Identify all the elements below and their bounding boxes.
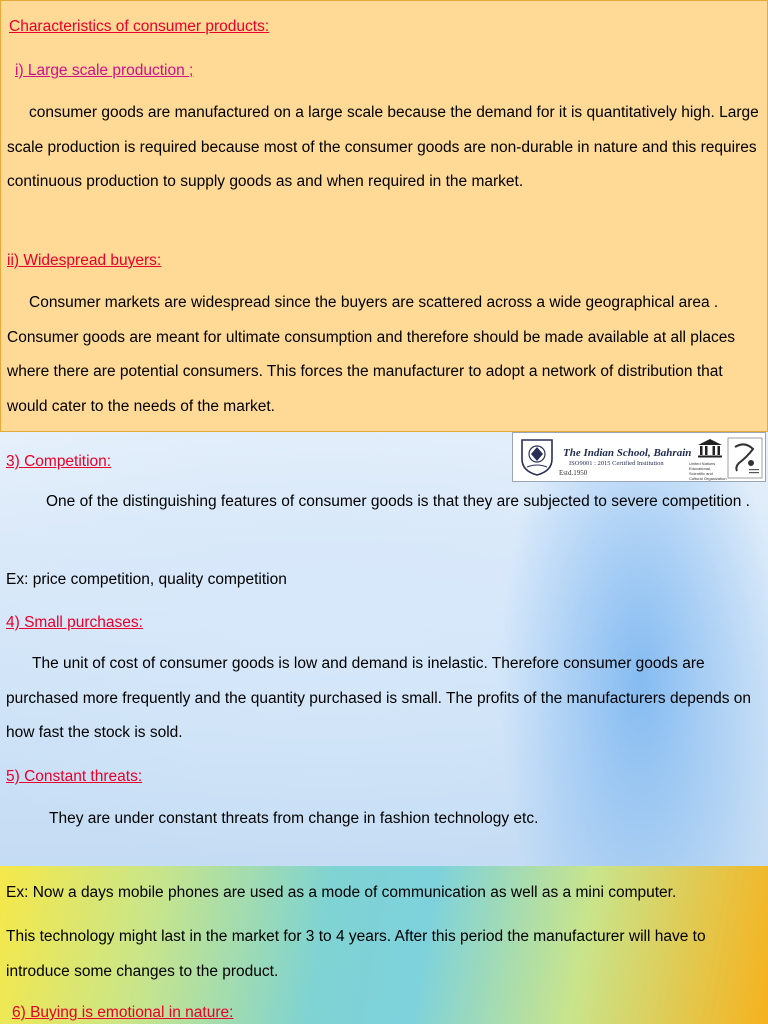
- school-name: The Indian School, Bahrain: [563, 447, 692, 459]
- paragraph-large-scale-production: consumer goods are manufactured on a large scale because the demand for it is quantitatively high. Large scale production is required because most of the consumer goods are non-durable in nature and this requires continuous production to supply goods as and when required in the market.: [7, 104, 759, 190]
- example-competition: Ex: price competition, quality competition: [6, 571, 287, 588]
- heading-constant-threats: 5) Constant threats:: [6, 768, 143, 785]
- paragraph-technology-lifespan: This technology might last in the market for 3 to 4 years. After this period the manufacturer will have to introduce some changes to the product.: [6, 928, 706, 980]
- slide-3: [0, 866, 768, 1024]
- iso-certification: ISO9001 : 2015 Certified Institution: [569, 460, 664, 467]
- heading-small-purchases: 4) Small purchases:: [6, 614, 143, 631]
- slide-2: [0, 432, 768, 866]
- example-mobile-phones: Ex: Now a days mobile phones are used as a mode of communication as well as a mini computer.: [6, 884, 677, 901]
- paragraph-competition: One of the distinguishing features of consumer goods is that they are subjected to severe competition .: [46, 493, 750, 510]
- unesco-caption: United Nations Educational, Scientific and Cultural Organization: [689, 461, 727, 481]
- slide-title: Characteristics of consumer products:: [9, 18, 270, 35]
- unesco-temple-icon: [697, 438, 723, 458]
- associated-schools-icon: [727, 437, 763, 479]
- paragraph-constant-threats: They are under constant threats from change in fashion technology etc.: [49, 810, 539, 827]
- paragraph-widespread-buyers: Consumer markets are widespread since the buyers are scattered across a wide geographical area . Consumer goods are meant for ultimate consumption and therefore should be made available at all places where there are potential consumers. This forces the manufacturer to adopt a network of distribution that would cater to the needs of the market.: [7, 294, 736, 415]
- school-crest-icon: [519, 437, 555, 477]
- established-year: Estd.1950: [559, 469, 588, 477]
- heading-large-scale-production: i) Large scale production ;: [15, 62, 194, 79]
- school-logo-banner: [512, 432, 766, 482]
- heading-competition: 3) Competition:: [6, 453, 112, 470]
- paragraph-small-purchases: The unit of cost of consumer goods is low and demand is inelastic. Therefore consumer goods are purchased more frequently and the quantity purchased is small. The profits of the manufacturers depends on how fast the stock is sold.: [6, 655, 752, 741]
- heading-widespread-buyers: ii) Widespread buyers:: [7, 252, 162, 269]
- heading-buying-emotional: 6) Buying is emotional in nature:: [12, 1004, 234, 1021]
- slide-1: [0, 0, 768, 432]
